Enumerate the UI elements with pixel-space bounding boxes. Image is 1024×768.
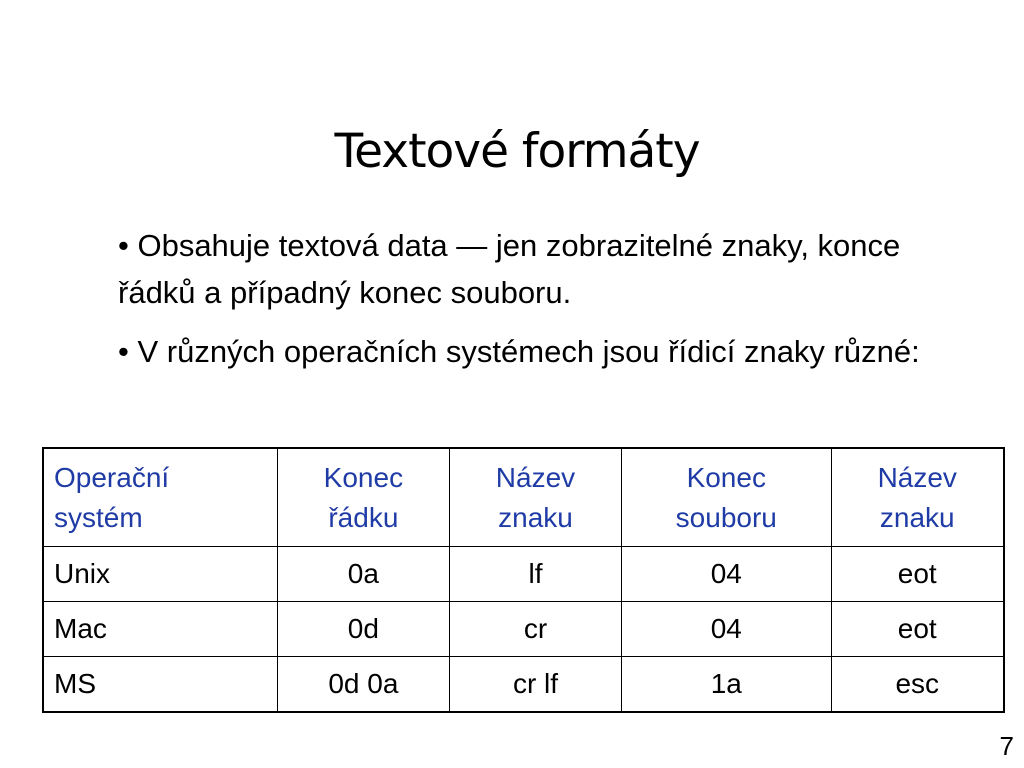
table-cell: eot bbox=[831, 602, 1004, 657]
slide-title: Textové formáty bbox=[334, 124, 700, 179]
line-endings-table bbox=[42, 447, 1005, 713]
table-cell: esc bbox=[831, 657, 1004, 713]
table-row bbox=[43, 657, 1004, 713]
table-cell: Mac bbox=[43, 602, 277, 657]
header-operating-system: Operační systém bbox=[43, 448, 277, 547]
page-number: 7 bbox=[999, 731, 1014, 761]
table-cell: 1a bbox=[622, 657, 831, 713]
header-line-end: Konec řádku bbox=[277, 448, 449, 547]
table-row bbox=[43, 602, 1004, 657]
header-char-name: Název znaku bbox=[449, 448, 621, 547]
table-cell: cr bbox=[449, 602, 621, 657]
bullet-item: • Obsahuje textová data — jen zobrazitelné znaky, konce řádků a případný konec souboru. bbox=[118, 228, 901, 310]
header-char-name-2: Název znaku bbox=[831, 448, 1004, 547]
table-cell: Unix bbox=[43, 547, 277, 602]
table-cell: 0d bbox=[277, 602, 449, 657]
table-cell: MS bbox=[43, 657, 277, 713]
table-cell: 04 bbox=[622, 547, 831, 602]
bullet-item: • V různých operačních systémech jsou řídicí znaky různé: bbox=[118, 334, 920, 369]
table-cell: 04 bbox=[622, 602, 831, 657]
table-row bbox=[43, 547, 1004, 602]
table-cell: cr lf bbox=[449, 657, 621, 713]
header-file-end: Konec souboru bbox=[622, 448, 831, 547]
table-cell: lf bbox=[449, 547, 621, 602]
bullet-list bbox=[118, 222, 978, 387]
table-cell: 0d 0a bbox=[277, 657, 449, 713]
table-header-row bbox=[43, 448, 1004, 547]
table-cell: 0a bbox=[277, 547, 449, 602]
table-cell: eot bbox=[831, 547, 1004, 602]
